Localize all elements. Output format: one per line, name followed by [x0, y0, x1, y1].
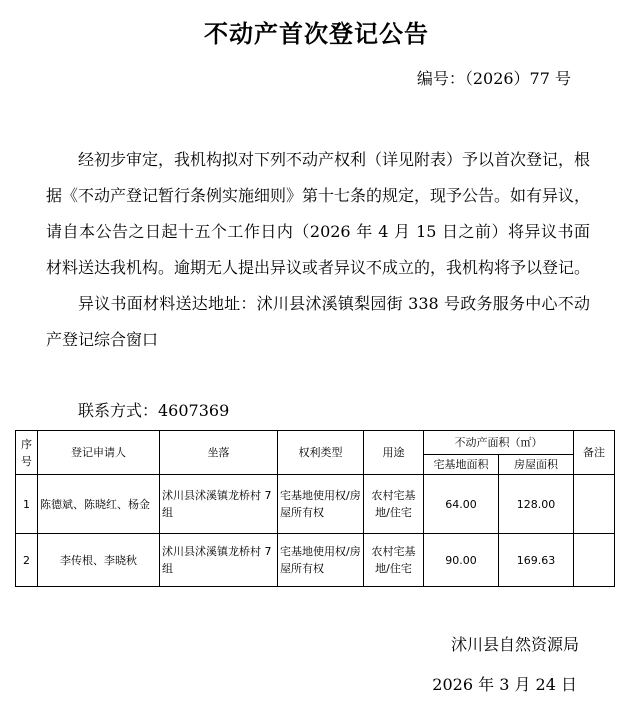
- signature-organization: 沭川县自然资源局: [450, 635, 579, 654]
- table-row: [16, 475, 615, 534]
- row-location: 沭川县沭溪镇龙桥村 7 组: [160, 475, 278, 534]
- row-right-type: 宅基地使用权/房屋所有权: [278, 534, 364, 587]
- row-land-area: 90.00: [424, 534, 499, 587]
- header-remark: 备注: [574, 431, 615, 475]
- row-house-area: 169.63: [499, 534, 574, 587]
- header-seq: 序号: [16, 431, 38, 475]
- document-number: 编号：（2026）77 号: [416, 69, 571, 88]
- row-right-type: 宅基地使用权/房屋所有权: [278, 475, 364, 534]
- row-use: 农村宅基地/住宅: [364, 534, 424, 587]
- page-title: 不动产首次登记公告: [204, 19, 429, 48]
- header-location: 坐落: [160, 431, 278, 475]
- table-row: [16, 534, 615, 587]
- objection-address-paragraph: 异议书面材料送达地址：沭川县沭溪镇梨园街 338 号政务服务中心不动产登记综合窗口: [46, 294, 590, 349]
- row-remark: [574, 475, 615, 534]
- row-location: 沭川县沭溪镇龙桥村 7 组: [160, 534, 278, 587]
- header-use: 用途: [364, 431, 424, 475]
- header-land-area: 宅基地面积: [424, 455, 499, 475]
- row-land-area: 64.00: [424, 475, 499, 534]
- announcement-paragraph: 经初步审定，我机构拟对下列不动产权利（详见附表）予以首次登记，根据《不动产登记暂行条例实施细则》第十七条的规定，现予公告。如有异议，请自本公告之日起十五个工作日内（2026 年 4 月 15 日之前）将异议书面材料送达我机构。逾期无人提出异议或者异议不成立的，我机构将予以登记。: [46, 150, 591, 277]
- contact-info: 联系方式：4607369: [78, 401, 230, 420]
- header-house-area: 房屋面积: [499, 455, 574, 475]
- header-right-type: 权利类型: [278, 431, 364, 475]
- row-seq: 2: [16, 534, 38, 587]
- row-use: 农村宅基地/住宅: [364, 475, 424, 534]
- header-area: 不动产面积（㎡）: [424, 431, 574, 455]
- row-house-area: 128.00: [499, 475, 574, 534]
- row-applicant: 陈德斌、陈晓红、杨金: [38, 475, 160, 534]
- registration-table: [15, 430, 615, 587]
- announcement-body: [46, 142, 590, 358]
- signature-date: 2026 年 3 月 24 日: [432, 675, 577, 694]
- row-seq: 1: [16, 475, 38, 534]
- row-applicant: 李传根、李晓秋: [38, 534, 160, 587]
- header-applicant: 登记申请人: [38, 431, 160, 475]
- row-remark: [574, 534, 615, 587]
